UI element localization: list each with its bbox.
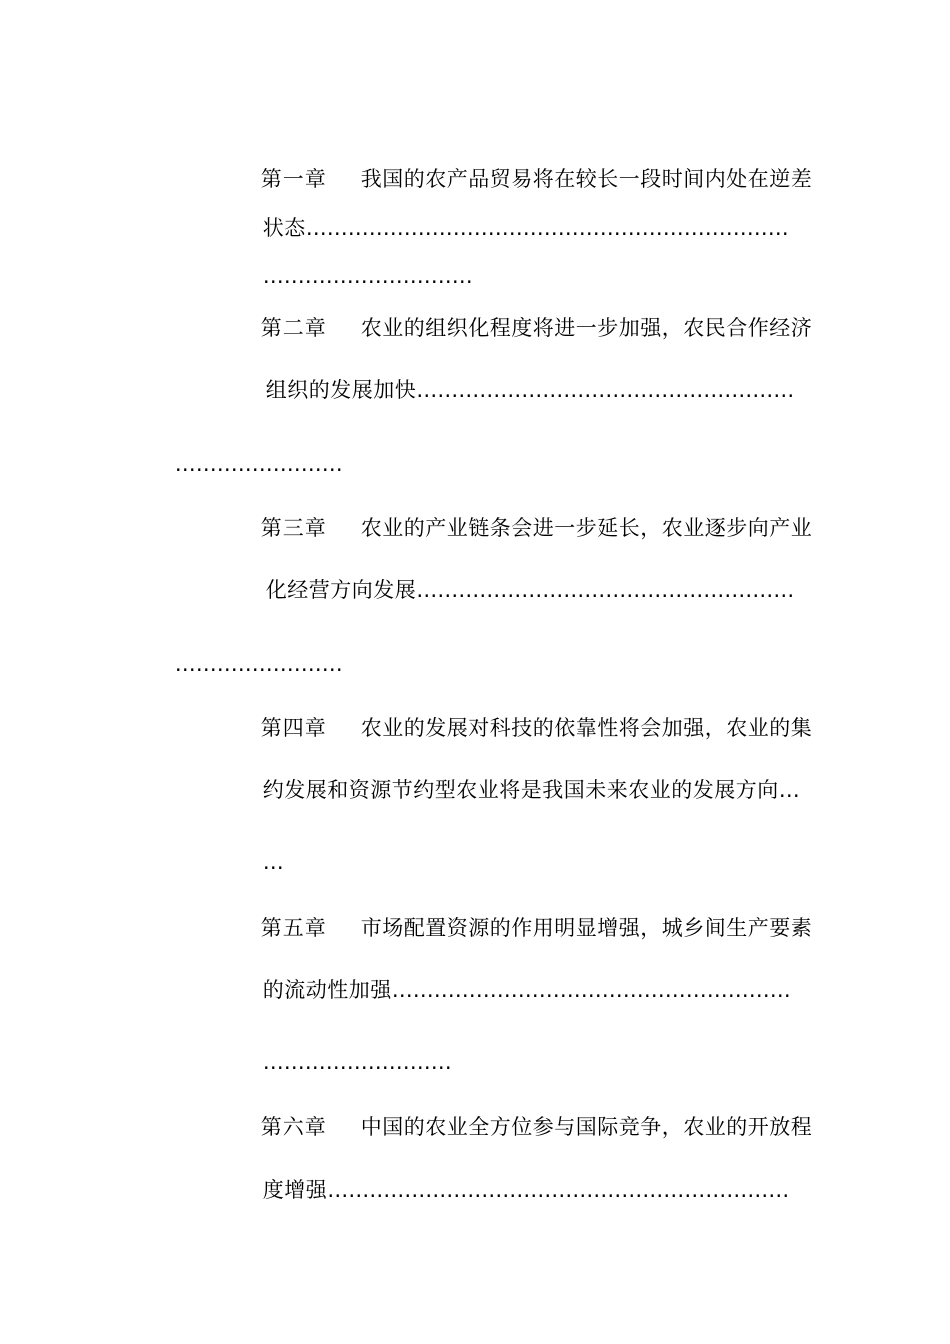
chapter-title: 中国的农业全方位参与国际竞争，农业的开放程 xyxy=(360,1115,813,1139)
leader-dots: …………………………………………………………… xyxy=(305,216,789,240)
leader-dots: ………………………………………………… xyxy=(391,978,791,1002)
toc-entry-6-line2[interactable] xyxy=(234,1148,789,1232)
chapter-title: 我国的农产品贸易将在较长一段时间内处在逆差 xyxy=(360,167,813,191)
chapter-label: 第四章 xyxy=(260,716,327,740)
toc-entry-3-line2[interactable] xyxy=(237,548,794,632)
chapter-title-continued: 的流动性加强 xyxy=(262,978,392,1002)
chapter-title: 农业的产业链条会进一步延长，农业逐步向产业 xyxy=(360,516,813,540)
leader-dots: ……………………………………………… xyxy=(416,578,795,602)
chapter-title-continued: 组织的发展加快 xyxy=(265,378,417,402)
leader-dots: …………………… xyxy=(174,452,343,476)
chapter-title-continued: 状态 xyxy=(262,216,306,240)
chapter-label: 第六章 xyxy=(260,1115,327,1139)
chapter-title-continued: 化经营方向发展 xyxy=(265,578,417,602)
leader-dots: …………………… xyxy=(174,652,343,676)
chapter-title: 市场配置资源的作用明显增强，城乡间生产要素 xyxy=(360,916,813,940)
leader-dots: … xyxy=(262,850,284,874)
chapter-label: 第五章 xyxy=(260,916,327,940)
chapter-title: 农业的组织化程度将进一步加强，农民合作经济 xyxy=(360,316,813,340)
leader-dots: ……………………… xyxy=(262,1050,452,1074)
toc-entry-2-line2[interactable] xyxy=(237,348,794,432)
chapter-title-continued: 度增强 xyxy=(262,1178,328,1202)
chapter-label: 第三章 xyxy=(260,516,327,540)
leader-dots: ………………………………………………………… xyxy=(327,1178,790,1202)
toc-entry-4-line2[interactable] xyxy=(234,748,800,832)
chapter-title-continued: 约发展和资源节约型农业将是我国未来农业的发展方向… xyxy=(262,778,801,802)
leader-dots: ……………………………………………… xyxy=(416,378,795,402)
chapter-label: 第一章 xyxy=(260,167,327,191)
chapter-title: 农业的发展对科技的依靠性将会加强，农业的集 xyxy=(360,716,813,740)
chapter-label: 第二章 xyxy=(260,316,327,340)
leader-dots: ………………………… xyxy=(262,264,473,288)
